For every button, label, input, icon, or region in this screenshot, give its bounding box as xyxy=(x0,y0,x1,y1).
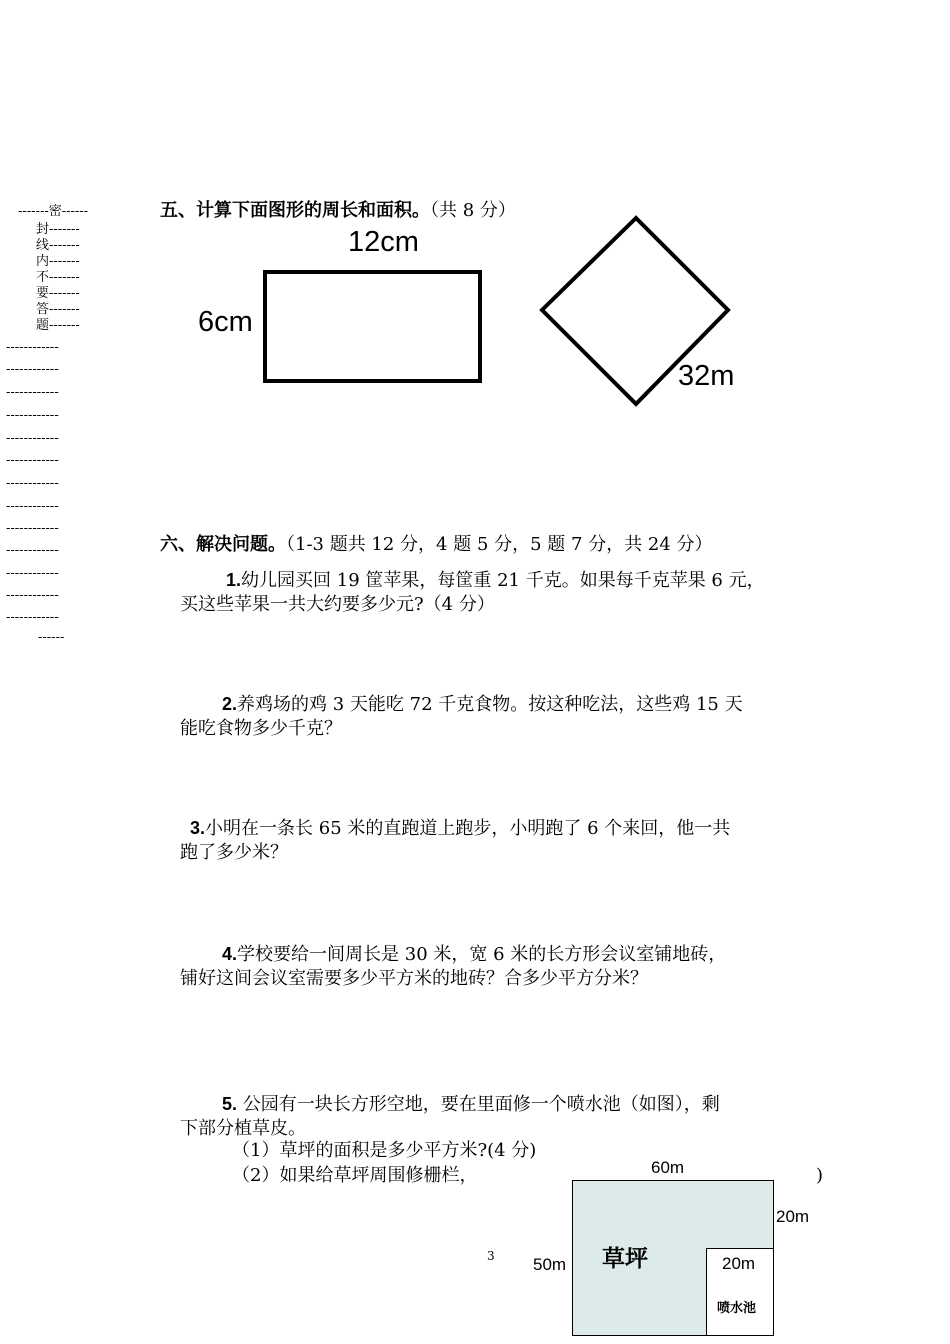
rect-height-label: 6cm xyxy=(198,306,253,338)
square-side-label: 32m xyxy=(678,360,735,392)
pool-side-label: 20m xyxy=(776,1207,810,1226)
seal-line-4: 内------- xyxy=(36,254,80,269)
seal-line-8: 题------- xyxy=(36,318,80,333)
margin-dash-line: ------------ xyxy=(6,431,59,446)
section5-title: 五、计算下面图形的周长和面积。 xyxy=(160,200,430,221)
question-5-sub-1: （1）草坪的面积是多少平方米?(4 分) xyxy=(232,1140,537,1161)
margin-dash-line: ------------ xyxy=(6,588,59,603)
question-2 xyxy=(180,692,743,741)
section6-heading xyxy=(160,530,713,556)
margin-dash-line: ------------ xyxy=(6,385,59,400)
section5-score-note: （共 8 分） xyxy=(430,200,516,221)
geometry-figures xyxy=(190,210,760,410)
margin-dash-line: ------------ xyxy=(6,408,59,423)
question-text: 小明在一条长 65 米的直跑道上跑步，小明跑了 6 个来回，他一共 xyxy=(205,818,731,839)
margin-dash-line: ------------ xyxy=(6,543,59,558)
question-number: 3. xyxy=(190,818,206,838)
seal-line-2: 封------- xyxy=(36,222,80,237)
question-text: 公园有一块长方形空地，要在里面修一个喷水池（如图），剩 xyxy=(242,1094,720,1115)
question-text: 铺好这间会议室需要多少平方米的地砖？合多少平方分米？ xyxy=(180,968,648,989)
park-height-label: 50m xyxy=(533,1255,567,1274)
question-number: 2. xyxy=(222,694,238,714)
pool-bottom-label: 20m xyxy=(722,1254,756,1273)
page-number: 3 xyxy=(487,1249,495,1263)
question-5 xyxy=(180,1092,720,1141)
question-1 xyxy=(180,568,765,617)
margin-dash-line: ------------ xyxy=(6,340,59,355)
rectangle-shape xyxy=(265,272,480,381)
margin-dash-line: ------------ xyxy=(6,521,59,536)
question-number: 1. xyxy=(226,570,242,590)
question-text: 能吃食物多少千克？ xyxy=(180,718,342,739)
question-4 xyxy=(180,942,726,991)
seal-line-5: 不------- xyxy=(36,270,80,285)
margin-dash-line: ------------ xyxy=(6,453,59,468)
question-5-sub-2: （2）如果给草坪周围修栅栏， xyxy=(232,1165,478,1186)
question-5-sub-2-end: ) xyxy=(816,1165,824,1186)
question-3 xyxy=(180,816,730,865)
pool-label: 喷水池 xyxy=(717,1301,757,1316)
question-text: 幼儿园买回 19 筐苹果，每筐重 21 千克。如果每千克苹果 6 元， xyxy=(241,570,765,591)
question-number: 4. xyxy=(222,944,238,964)
margin-dash-line: ------ xyxy=(38,630,65,645)
question-text: 跑了多少米？ xyxy=(180,842,288,863)
rect-width-label: 12cm xyxy=(348,226,419,258)
seal-line-3: 线------- xyxy=(36,238,80,253)
margin-dash-line: ------------ xyxy=(6,476,59,491)
seal-line-6: 要------- xyxy=(36,286,80,301)
margin-dash-line: ------------ xyxy=(6,610,59,625)
section6-title: 六、解决问题。 xyxy=(160,534,286,555)
margin-dash-line: ------------ xyxy=(6,362,59,377)
section6-score-note: （1-3 题共 12 分，4 题 5 分，5 题 7 分，共 24 分） xyxy=(286,534,713,555)
margin-dash-line: ------------ xyxy=(6,566,59,581)
seal-line-1: -------密------ xyxy=(18,204,89,219)
park-width-label: 60m xyxy=(651,1158,685,1177)
question-text: 学校要给一间周长是 30 米，宽 6 米的长方形会议室铺地砖， xyxy=(237,944,727,965)
question-text: 养鸡场的鸡 3 天能吃 72 千克食物。按这种吃法，这些鸡 15 天 xyxy=(237,694,743,715)
lawn-label: 草坪 xyxy=(602,1245,648,1272)
question-text: 下部分植草皮。 xyxy=(180,1118,306,1139)
margin-dash-line: ------------ xyxy=(6,499,59,514)
question-number: 5. xyxy=(222,1094,238,1114)
seal-line-7: 答------- xyxy=(36,302,80,317)
question-text: 买这些苹果一共大约要多少元?（4 分） xyxy=(180,594,495,615)
